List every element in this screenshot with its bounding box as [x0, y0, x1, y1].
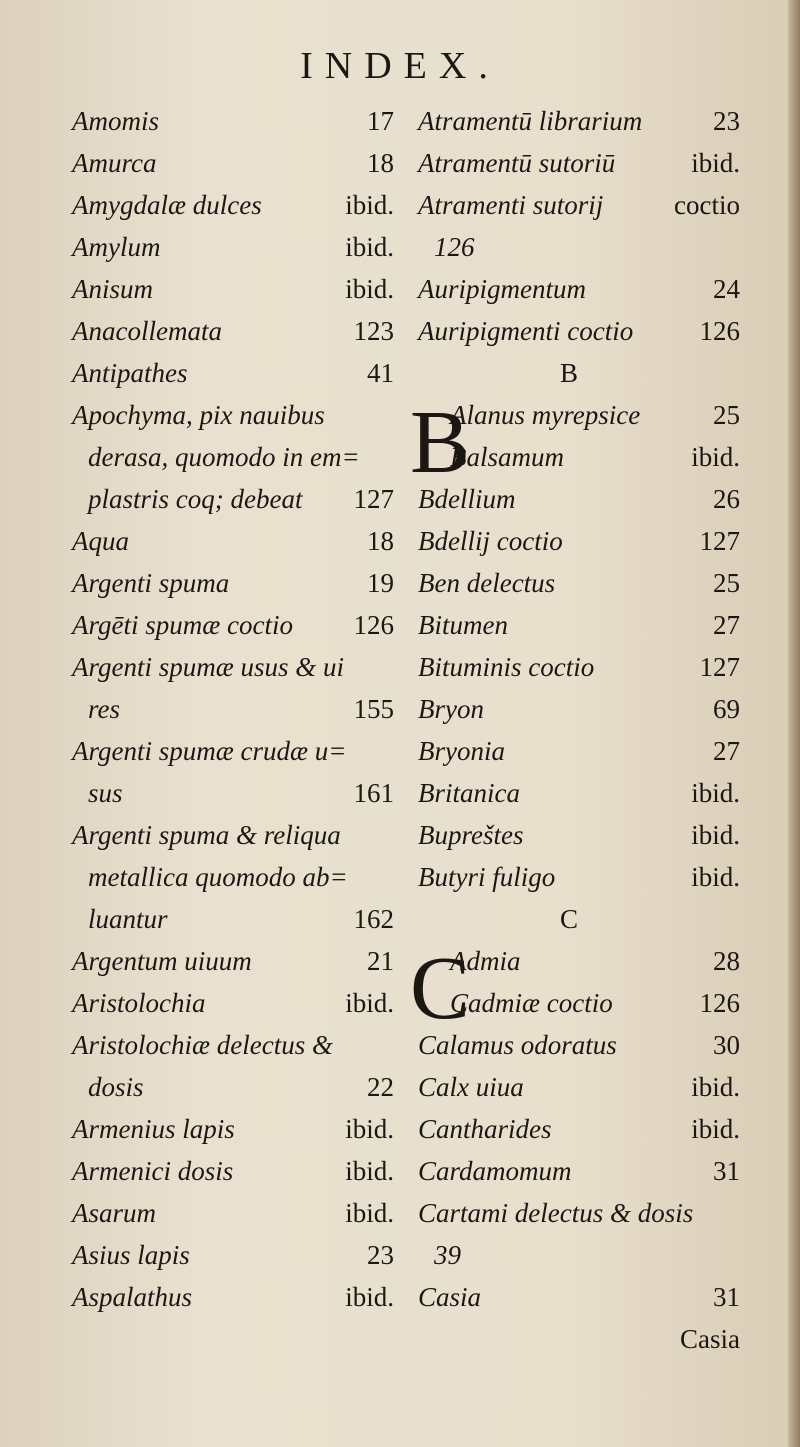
section-letter: C: [560, 904, 579, 934]
entry-page: 126: [353, 610, 394, 640]
index-entry: [64, 142, 394, 184]
entry-text: Auripigmentum: [418, 274, 586, 304]
entry-page: 25: [713, 568, 740, 598]
index-entry: [410, 1150, 740, 1192]
entry-text: Bdellij coctio: [418, 526, 563, 556]
section-letter: B: [560, 358, 579, 388]
entry-text: Argenti spumæ usus & ui: [72, 652, 345, 682]
entry-text: Butyri fuligo: [418, 862, 556, 892]
index-entry-continuation: [64, 898, 394, 940]
entry-page: 17: [367, 106, 394, 136]
entry-text: luantur: [88, 904, 168, 934]
entry-text: Armenius lapis: [72, 1114, 235, 1144]
index-entry: [64, 1024, 394, 1066]
index-entry: [410, 982, 740, 1024]
index-entry: [410, 436, 740, 478]
page-header: INDEX.: [300, 45, 500, 87]
index-entry-continuation: [64, 478, 394, 520]
index-entry: [64, 226, 394, 268]
entry-page: 69: [713, 694, 740, 724]
index-entry: [410, 772, 740, 814]
entry-text: Ben delectus: [418, 568, 556, 598]
entry-text: Cadmiæ coctio: [450, 988, 613, 1018]
index-entry: [64, 394, 394, 436]
entry-page: ibid.: [345, 274, 394, 304]
entry-page: ibid.: [345, 1114, 394, 1144]
section-letter-c: [410, 898, 740, 940]
entry-page: 31: [713, 1156, 740, 1186]
entry-page: ibid.: [345, 190, 394, 220]
index-entry: [64, 184, 394, 226]
drop-cap-c: C: [410, 939, 471, 1038]
index-entry: [410, 1024, 740, 1066]
entry-page: ibid.: [691, 148, 740, 178]
index-entry: [64, 562, 394, 604]
index-entry: [410, 646, 740, 688]
section-letter-b: [410, 352, 740, 394]
entry-text: plastris coq; debeat: [88, 484, 303, 514]
index-entry: [410, 856, 740, 898]
index-entry: [64, 982, 394, 1024]
entry-page: 27: [713, 736, 740, 766]
index-entry-continuation: [64, 772, 394, 814]
entry-page: 31: [713, 1282, 740, 1312]
right-column: [410, 100, 740, 1360]
entry-page: ibid.: [691, 820, 740, 850]
page-edge: [788, 0, 800, 1447]
index-entry: [410, 100, 740, 142]
entry-text: Aristolochiæ delectus &: [72, 1030, 333, 1060]
entry-text: Alanus myrepsice: [450, 400, 641, 430]
entry-page: 25: [713, 400, 740, 430]
index-entry: [410, 730, 740, 772]
index-entry: [410, 184, 740, 226]
index-entry-continuation: [64, 436, 394, 478]
entry-text: 39: [434, 1240, 461, 1270]
entry-text: Asarum: [72, 1198, 157, 1228]
index-entry: [410, 1192, 740, 1234]
entry-text: dosis: [88, 1072, 144, 1102]
entry-page: 161: [353, 778, 394, 808]
entry-page: 23: [713, 106, 740, 136]
entry-page: ibid.: [691, 778, 740, 808]
entry-page: coctio: [674, 190, 740, 220]
entry-text: Antipathes: [72, 358, 188, 388]
entry-text: Atramentū sutoriū: [418, 148, 616, 178]
entry-page: ibid.: [345, 232, 394, 262]
index-entry-continuation: [64, 1066, 394, 1108]
entry-text: Argēti spumæ coctio: [72, 610, 293, 640]
index-entry: [64, 1234, 394, 1276]
index-entry: [410, 1066, 740, 1108]
index-entry: [64, 1108, 394, 1150]
entry-page: 22: [367, 1072, 394, 1102]
entry-text: Anisum: [72, 274, 153, 304]
index-entry-continuation: [64, 856, 394, 898]
entry-page: 127: [699, 526, 740, 556]
entry-text: Atramentū librarium: [418, 106, 643, 136]
entry-text: Aristolochia: [72, 988, 206, 1018]
entry-text: Armenici dosis: [72, 1156, 234, 1186]
entry-text: sus: [88, 778, 123, 808]
entry-text: Amygdalæ dulces: [72, 190, 262, 220]
entry-page: ibid.: [345, 1198, 394, 1228]
entry-page: 18: [367, 526, 394, 556]
entry-text: Aspalathus: [72, 1282, 193, 1312]
entry-text: Casia: [418, 1282, 482, 1312]
entry-page: 28: [713, 946, 740, 976]
entry-text: Bryon: [418, 694, 484, 724]
entry-page: 24: [713, 274, 740, 304]
entry-page: 21: [367, 946, 394, 976]
index-entry: [64, 1192, 394, 1234]
entry-text: Balsamum: [450, 442, 564, 472]
entry-page: ibid.: [345, 1156, 394, 1186]
entry-page: ibid.: [345, 1282, 394, 1312]
entry-page: ibid.: [691, 1114, 740, 1144]
catchword-row: [410, 1318, 740, 1360]
entry-page: 123: [353, 316, 394, 346]
index-entry: [64, 310, 394, 352]
entry-page: ibid.: [691, 442, 740, 472]
index-entry: [64, 268, 394, 310]
index-entry: [64, 814, 394, 856]
drop-cap-b: B: [410, 393, 471, 492]
entry-text: Bituminis coctio: [418, 652, 595, 682]
entry-page: 127: [353, 484, 394, 514]
entry-text: Argentum uiuum: [72, 946, 252, 976]
index-entry-continuation: [410, 226, 740, 268]
index-entry: [410, 1276, 740, 1318]
entry-text: Asius lapis: [72, 1240, 190, 1270]
index-entry: [410, 520, 740, 562]
index-entry: [64, 1276, 394, 1318]
entry-page: 126: [699, 316, 740, 346]
entry-text: Admia: [450, 946, 521, 976]
index-entry: [64, 520, 394, 562]
entry-text: Aqua: [72, 526, 129, 556]
entry-text: Apochyma, pix nauibus: [72, 400, 325, 430]
entry-text: Calx uiua: [418, 1072, 524, 1102]
entry-page: 127: [699, 652, 740, 682]
entry-text: derasa, quomodo in em=: [88, 442, 360, 472]
entry-text: Atramenti sutorij: [418, 190, 604, 220]
entry-text: Auripigmenti coctio: [418, 316, 634, 346]
entry-text: Argenti spuma: [72, 568, 230, 598]
entry-text: Cardamomum: [418, 1156, 572, 1186]
entry-page: 19: [367, 568, 394, 598]
entry-text: Argenti spuma & reliqua: [72, 820, 341, 850]
entry-page: ibid.: [345, 988, 394, 1018]
index-entry: [410, 478, 740, 520]
entry-text: Amomis: [72, 106, 159, 136]
entry-page: 41: [367, 358, 394, 388]
index-entry: [64, 1150, 394, 1192]
entry-page: 23: [367, 1240, 394, 1270]
entry-text: Bupreštes: [418, 820, 524, 850]
index-entry: [410, 814, 740, 856]
entry-text: Cartami delectus & dosis: [418, 1198, 694, 1228]
entry-text: Bitumen: [418, 610, 508, 640]
entry-text: 126: [434, 232, 475, 262]
entry-page: 30: [713, 1030, 740, 1060]
index-entry: [410, 604, 740, 646]
entry-text: Amurca: [72, 148, 157, 178]
index-entry: [410, 562, 740, 604]
index-entry: [410, 1108, 740, 1150]
entry-page: ibid.: [691, 1072, 740, 1102]
entry-page: 18: [367, 148, 394, 178]
index-entry: [64, 604, 394, 646]
index-entry: [410, 310, 740, 352]
catchword: Casia: [680, 1324, 740, 1354]
entry-text: Bdellium: [418, 484, 516, 514]
index-entry: [410, 268, 740, 310]
index-entry: [410, 688, 740, 730]
entry-text: Britanica: [418, 778, 520, 808]
entry-text: Cantharides: [418, 1114, 552, 1144]
index-entry-continuation: [410, 1234, 740, 1276]
index-entry: [64, 352, 394, 394]
entry-page: ibid.: [691, 862, 740, 892]
index-entry: [64, 100, 394, 142]
entry-page: 27: [713, 610, 740, 640]
entry-text: Bryonia: [418, 736, 505, 766]
entry-page: 162: [353, 904, 394, 934]
index-entry: [64, 646, 394, 688]
entry-text: Argenti spumæ crudæ u=: [72, 736, 347, 766]
index-entry: [64, 730, 394, 772]
entry-text: Amylum: [72, 232, 161, 262]
index-entry-continuation: [64, 688, 394, 730]
left-column: [64, 100, 394, 1318]
entry-page: 26: [713, 484, 740, 514]
entry-text: res: [88, 694, 120, 724]
entry-text: metallica quomodo ab=: [88, 862, 348, 892]
index-entry: [64, 940, 394, 982]
index-entry: [410, 142, 740, 184]
entry-text: Anacollemata: [72, 316, 222, 346]
entry-text: Calamus odoratus: [418, 1030, 617, 1060]
entry-page: 155: [353, 694, 394, 724]
entry-page: 126: [699, 988, 740, 1018]
